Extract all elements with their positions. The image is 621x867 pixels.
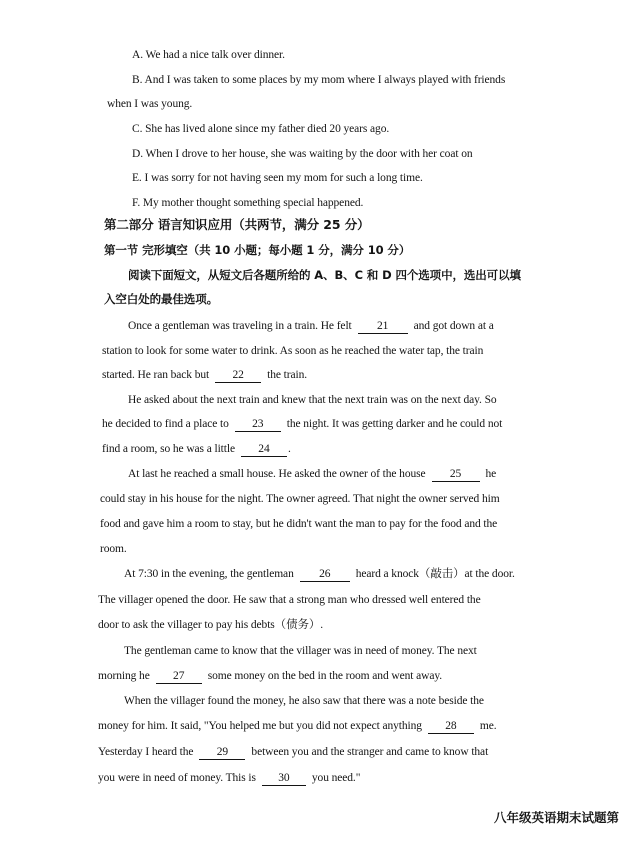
passage-text: money for him. It said, "You helped me but you did not expect anything xyxy=(98,720,422,732)
instruction-line-2: 入空白处的最佳选项。 xyxy=(104,292,218,306)
option-e: E. I was sorry for not having seen my mom for such a long time. xyxy=(132,172,423,184)
passage-line xyxy=(128,467,496,482)
passage-text: you need." xyxy=(311,772,361,784)
passage-text: me. xyxy=(479,720,497,732)
passage-line xyxy=(98,745,488,760)
passage-line: door to ask the villager to pay his debts（债务）. xyxy=(98,619,324,631)
passage-line: The villager opened the door. He saw that a strong man who dressed well entered the xyxy=(98,594,481,606)
passage-line xyxy=(128,319,494,334)
passage-text: Once a gentleman was traveling in a train. He felt xyxy=(128,320,352,332)
passage-text: he decided to find a place to xyxy=(102,418,229,430)
subsection-title: 第一节 完形填空（共 10 小题；每小题 1 分，满分 10 分） xyxy=(104,243,411,257)
blank-21: 21 xyxy=(358,320,408,334)
passage-text: Yesterday I heard the xyxy=(98,746,194,758)
passage-line xyxy=(98,719,497,734)
blank-23: 23 xyxy=(235,418,281,432)
blank-26: 26 xyxy=(300,568,350,582)
option-c: C. She has lived alone since my father died 20 years ago. xyxy=(132,123,390,135)
passage-line xyxy=(98,669,442,684)
passage-text: he xyxy=(485,468,497,480)
passage-line: room. xyxy=(100,543,127,555)
passage-line xyxy=(124,567,515,582)
instruction-line-1: 阅读下面短文，从短文后各题所给的 A、B、C 和 D 四个选项中，选出可以填 xyxy=(128,268,521,282)
passage-text: started. He ran back but xyxy=(102,369,210,381)
blank-30: 30 xyxy=(262,772,306,786)
passage-text: the train. xyxy=(267,369,308,381)
blank-27: 27 xyxy=(156,670,202,684)
passage-text: heard a knock（敲击）at the door. xyxy=(355,568,515,580)
passage-text: At last he reached a small house. He asked the owner of the house xyxy=(128,468,426,480)
part-title: 第二部分 语言知识应用（共两节，满分 25 分） xyxy=(104,217,370,232)
passage-text: . xyxy=(287,443,291,455)
blank-25: 25 xyxy=(432,468,480,482)
passage-line xyxy=(102,417,502,432)
blank-29: 29 xyxy=(199,746,245,760)
passage-text: you were in need of money. This is xyxy=(98,772,256,784)
passage-text: morning he xyxy=(98,670,150,682)
passage-text: some money on the bed in the room and went away. xyxy=(207,670,443,682)
passage-text: the night. It was getting darker and he could not xyxy=(286,418,503,430)
passage-text: find a room, so he was a little xyxy=(102,443,235,455)
passage-text: At 7:30 in the evening, the gentleman xyxy=(124,568,294,580)
option-a: A. We had a nice talk over dinner. xyxy=(132,49,285,61)
passage-text: between you and the stranger and came to know that xyxy=(251,746,489,758)
passage-line: food and gave him a room to stay, but he didn't want the man to pay for the food and the xyxy=(100,518,498,530)
blank-22: 22 xyxy=(215,369,261,383)
blank-24: 24 xyxy=(241,443,287,457)
passage-line: could stay in his house for the night. The owner agreed. That night the owner served him xyxy=(100,493,500,505)
option-f: F. My mother thought something special happened. xyxy=(132,197,364,209)
option-b-continued: when I was young. xyxy=(107,98,193,110)
page-footer: 八年级英语期末试题第 xyxy=(493,810,619,825)
passage-line: When the villager found the money, he also saw that there was a note beside the xyxy=(124,695,484,707)
passage-line xyxy=(102,368,307,383)
passage-line: The gentleman came to know that the villager was in need of money. The next xyxy=(124,645,477,657)
passage-line xyxy=(98,771,360,786)
option-d: D. When I drove to her house, she was waiting by the door with her coat on xyxy=(132,148,473,160)
passage-line: He asked about the next train and knew that the next train was on the next day. So xyxy=(128,394,497,406)
passage-line: station to look for some water to drink. As soon as he reached the water tap, the train xyxy=(102,345,484,357)
option-b: B. And I was taken to some places by my mom where I always played with friends xyxy=(132,74,506,86)
passage-line xyxy=(102,442,291,457)
blank-28: 28 xyxy=(428,720,474,734)
passage-text: and got down at a xyxy=(413,320,494,332)
